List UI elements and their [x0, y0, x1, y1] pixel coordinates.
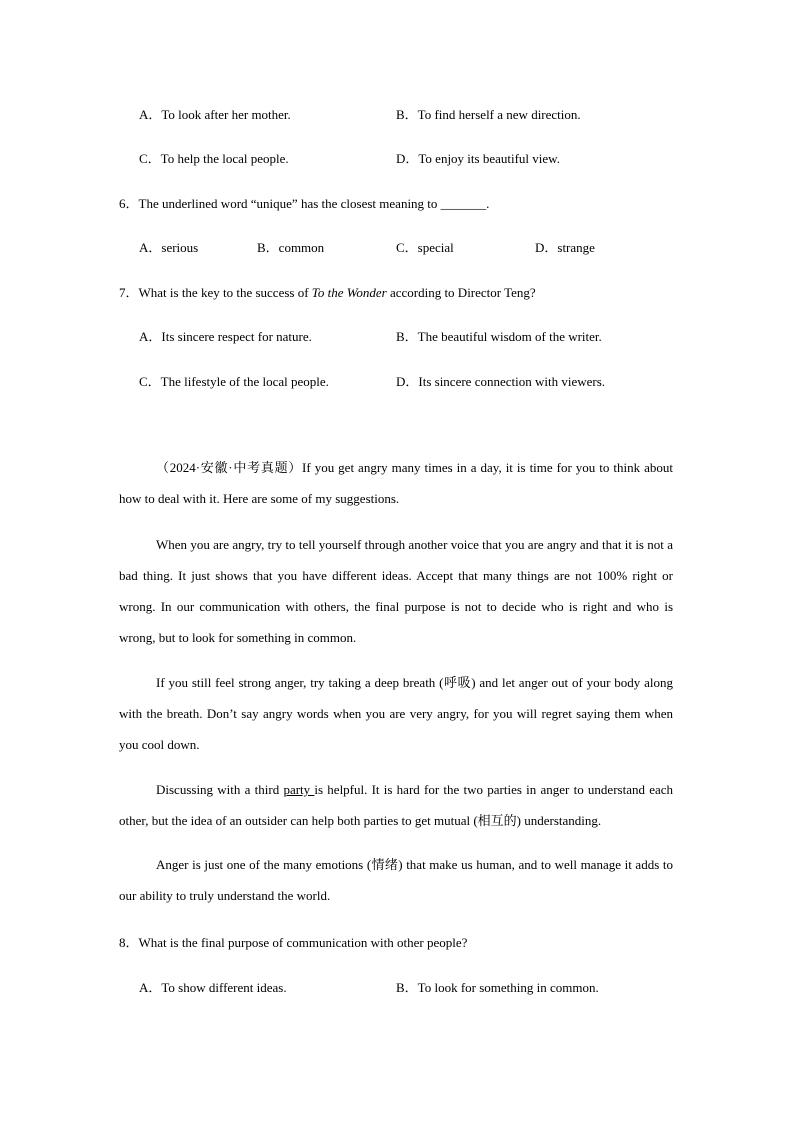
q7-option-d: D．Its sincere connection with viewers. — [396, 374, 606, 389]
passage-paragraph-1: （2024·安徽·中考真题）If you get angry many times in a day, it is time for you to think about how to deal with it. Here are some of my suggestions. — [119, 460, 673, 506]
q8-stem: 8．What is the final purpose of communication with other people? — [119, 935, 468, 950]
q7-stem-suffix: according to Director Teng? — [386, 285, 536, 300]
q6-stem: 6．The underlined word “unique” has the closest meaning to _______. — [119, 196, 490, 211]
q7-option-b: B．The beautiful wisdom of the writer. — [396, 329, 602, 344]
p4-text-before: Discussing with a third — [156, 782, 284, 797]
q6-option-a: A．serious — [139, 240, 199, 255]
q7-option-c: C．The lifestyle of the local people. — [139, 374, 329, 389]
passage-paragraph-4 — [119, 774, 673, 836]
q7-stem-prefix: 7．What is the key to the success of — [119, 285, 312, 300]
q7-stem-title: To the Wonder — [311, 285, 387, 300]
q7-option-a: A．Its sincere respect for nature. — [139, 329, 312, 344]
q5-option-a: A．To look after her mother. — [139, 107, 291, 122]
passage-paragraph-5: Anger is just one of the many emotions (情绪) that make us human, and to well manage it adds to our ability to truly understand the world. — [119, 857, 673, 903]
q5-option-d: D．To enjoy its beautiful view. — [396, 151, 560, 166]
passage-paragraph-2: When you are angry, try to tell yourself through another voice that you are angry and that it is not a bad thing. It just shows that you have different ideas. Accept that many things are not 100% right or wrong. In our communication with others, the final purpose is not to decide who is right and who is wrong, but to look for something in common. — [119, 537, 673, 645]
q8-option-a: A．To show different ideas. — [139, 980, 287, 995]
q8-option-b: B．To look for something in common. — [396, 980, 599, 995]
underlined-word-party: party — [283, 782, 315, 797]
q6-option-d: D．strange — [535, 240, 595, 255]
p4-text-after: is helpful. It is hard for the two parties in anger to understand each other, but the idea of an outsider can help both parties to get mutual (相互的) understanding. — [119, 782, 674, 828]
q6-option-c: C．special — [396, 240, 454, 255]
q6-option-b: B．common — [257, 240, 325, 255]
q7-stem — [119, 282, 536, 301]
passage-paragraph-3: If you still feel strong anger, try taking a deep breath (呼吸) and let anger out of your body along with the breath. Don’t say angry words when you are very angry, for you will regret saying them when you cool down. — [119, 675, 673, 752]
q5-option-b: B．To find herself a new direction. — [396, 107, 581, 122]
q5-option-c: C．To help the local people. — [139, 151, 289, 166]
